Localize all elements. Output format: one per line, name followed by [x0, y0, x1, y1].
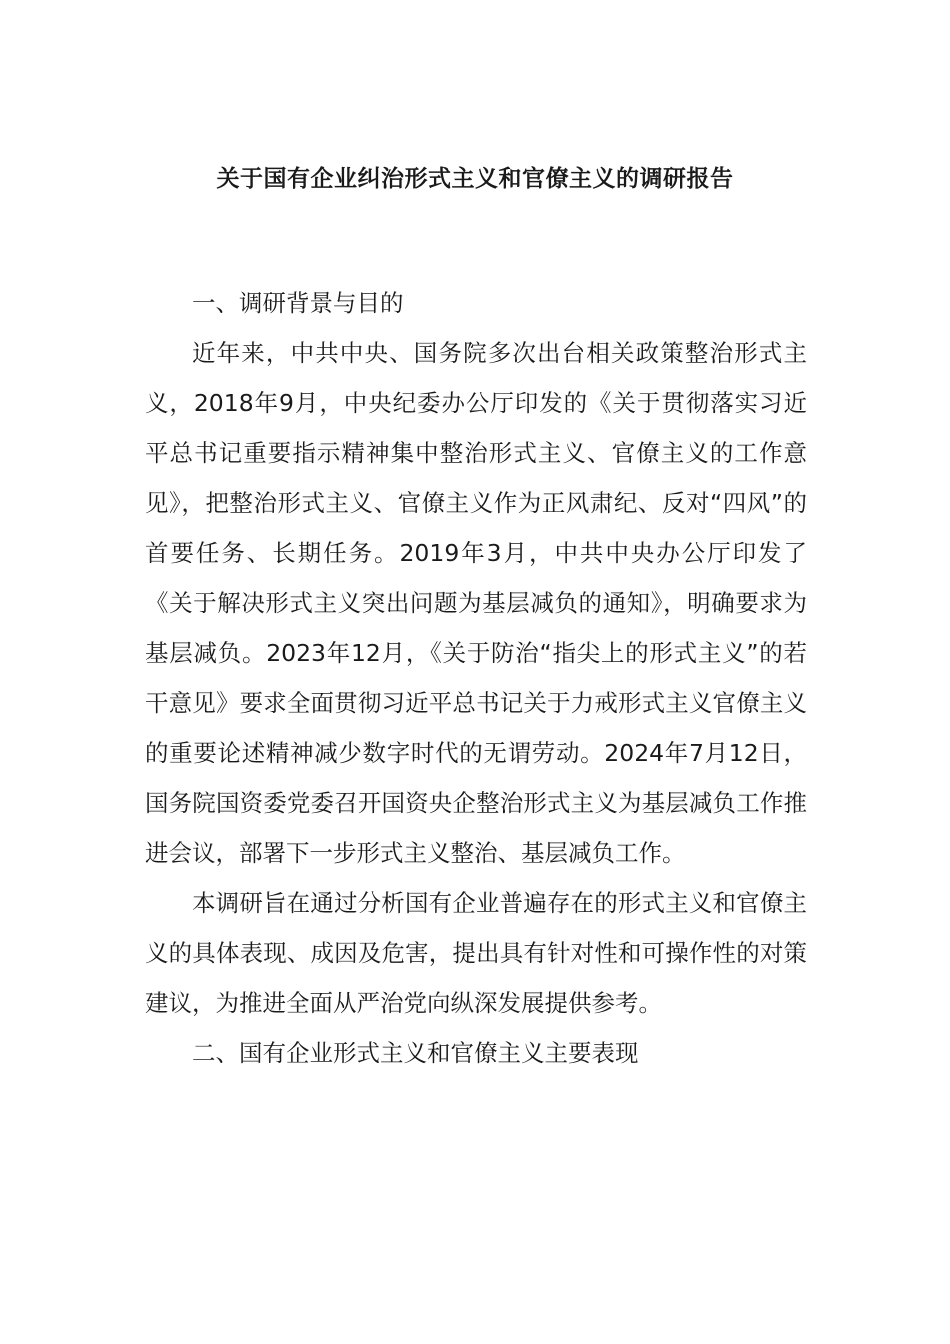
section-heading-manifestations: 二、国有企业形式主义和官僚主义主要表现 [192, 1039, 639, 1067]
paragraph-research-purpose: 本调研旨在通过分析国有企业普遍存在的形式主义和官僚主义的具体表现、成因及危害，提出具有针对性和可操作性的对策建议，为推进全面从严治党向纵深发展提供参考。 [145, 889, 807, 1017]
document-body [145, 278, 807, 1078]
paragraph-policy-background: 近年来，中共中央、国务院多次出台相关政策整治形式主义，2018年9月，中央纪委办公厅印发的《关于贯彻落实习近平总书记重要指示精神集中整治形式主义、官僚主义的工作意见》，把整治形式主义、官僚主义作为正风肃纪、反对“四风”的首要任务、长期任务。2019年3月，中共中央办公厅印发了《关于解决形式主义突出问题为基层减负的通知》，明确要求为基层减负。2023年12月，《关于防治“指尖上的形式主义”的若干意见》要求全面贯彻习近平总书记关于力戒形式主义官僚主义的重要论述精神减少数字时代的无谓劳动。2024年7月12日，国务院国资委党委召开国资央企整治形式主义为基层减负工作推进会议，部署下一步形式主义整治、基层减负工作。 [145, 339, 807, 867]
section-heading-background: 一、调研背景与目的 [192, 289, 404, 317]
document-title: 关于国有企业纠治形式主义和官僚主义的调研报告 [216, 166, 734, 192]
